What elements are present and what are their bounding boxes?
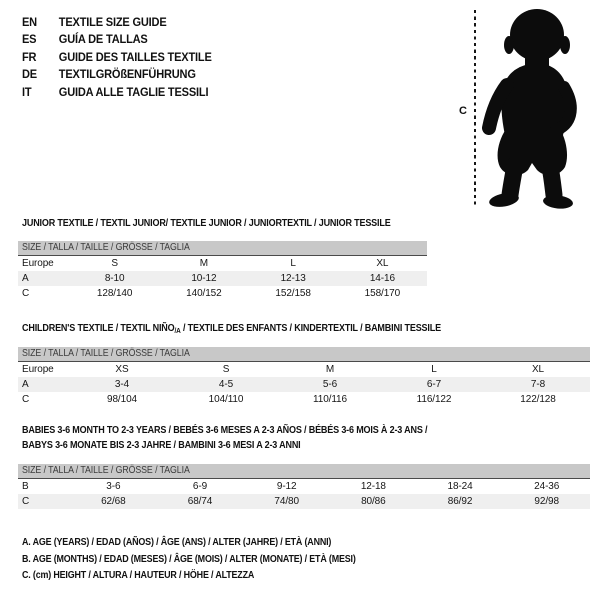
footnote-b: B. AGE (MONTHS) / EDAD (MESES) / ÂGE (MOIS) / ALTER (MONATE) / ETÀ (MESI) xyxy=(22,553,356,565)
table-cell: 128/140 xyxy=(96,288,133,299)
legend-row xyxy=(22,13,212,31)
children-size-table xyxy=(18,347,590,407)
table-cell: 140/152 xyxy=(186,288,222,299)
table-cell: M xyxy=(325,364,335,375)
table-cell: 122/128 xyxy=(520,394,556,405)
table-cell: 14-16 xyxy=(369,273,395,284)
table-cell: 3-4 xyxy=(114,379,130,390)
children-heading-sub: /A xyxy=(174,326,181,335)
junior-size-table xyxy=(18,241,427,301)
table-cell: 10-12 xyxy=(191,273,217,284)
table-cell: 6-7 xyxy=(426,379,442,390)
table-cell: 18-24 xyxy=(447,481,473,492)
junior-table-rows xyxy=(18,256,427,301)
size-header-label: SIZE / TALLA / TAILLE / GRÖSSE / TAGLIA xyxy=(22,242,190,253)
table-cell: XL xyxy=(376,258,389,269)
row-label: C xyxy=(22,496,30,507)
height-measure-dashed-line xyxy=(474,10,476,207)
row-label: Europe xyxy=(22,364,54,375)
row-label: B xyxy=(22,481,29,492)
legend-row xyxy=(22,31,212,49)
table-cell: XL xyxy=(531,364,545,375)
table-cell: S xyxy=(111,258,118,269)
table-row xyxy=(18,377,590,392)
size-header-bar xyxy=(18,241,427,256)
children-heading-pre: CHILDREN'S TEXTILE / TEXTIL NIÑO xyxy=(22,322,175,334)
legend-title: GUÍA DE TALLAS xyxy=(58,32,148,47)
legend-title: TEXTILGRÖßENFÜHRUNG xyxy=(58,67,196,82)
children-heading-post: / TEXTILE DES ENFANTS / KINDERTEXTIL / BAMBINI TESSILE xyxy=(180,322,441,334)
legend-row xyxy=(22,48,212,66)
row-label: Europe xyxy=(22,258,54,269)
table-row xyxy=(18,256,427,271)
table-cell: 8-10 xyxy=(104,273,125,284)
language-code: ES xyxy=(22,32,37,47)
table-cell: 68/74 xyxy=(187,496,213,507)
table-cell: 3-6 xyxy=(106,481,121,492)
table-cell: 9-12 xyxy=(276,481,297,492)
table-row xyxy=(18,286,427,301)
footnote-c: C. (cm) HEIGHT / ALTURA / HAUTEUR / HÖHE / ALTEZZA xyxy=(22,569,255,581)
table-row xyxy=(18,392,590,407)
language-code: IT xyxy=(22,84,32,99)
footnote-a: A. AGE (YEARS) / EDAD (AÑOS) / ÂGE (ANS) / ALTER (JAHRE) / ETÀ (ANNI) xyxy=(22,536,332,548)
table-cell: 152/158 xyxy=(275,288,311,299)
language-code: FR xyxy=(22,49,37,64)
table-cell: 6-9 xyxy=(192,481,208,492)
table-cell: 12-13 xyxy=(280,273,306,284)
babies-table-rows xyxy=(18,479,590,509)
legend-title: TEXTILE SIZE GUIDE xyxy=(58,14,167,29)
table-cell: L xyxy=(431,364,437,375)
size-header-bar xyxy=(18,347,590,362)
table-row xyxy=(18,494,590,509)
table-cell: M xyxy=(199,258,208,269)
language-code: DE xyxy=(22,67,37,82)
legend-row xyxy=(22,83,212,101)
language-legend xyxy=(22,13,212,101)
table-cell: S xyxy=(222,364,230,375)
children-section-heading xyxy=(22,321,441,338)
height-measure-label: C xyxy=(459,105,467,117)
table-cell: 5-6 xyxy=(322,379,338,390)
table-cell: 74/80 xyxy=(274,496,299,507)
table-row xyxy=(18,479,590,494)
table-cell: 62/68 xyxy=(101,496,126,507)
legend-title: GUIDA ALLE TAGLIE TESSILI xyxy=(58,84,209,99)
table-cell: 110/116 xyxy=(313,394,347,405)
table-cell: 104/110 xyxy=(208,394,244,405)
row-label: C xyxy=(22,394,30,405)
row-label: A xyxy=(22,273,29,284)
table-cell: 12-18 xyxy=(360,481,386,492)
row-label: C xyxy=(22,288,30,299)
table-cell: 158/170 xyxy=(364,288,401,299)
language-code: EN xyxy=(22,14,37,29)
legend-row xyxy=(22,66,212,84)
table-cell: 4-5 xyxy=(218,379,234,390)
table-cell: L xyxy=(290,258,296,269)
table-cell: 116/122 xyxy=(416,394,452,405)
table-row xyxy=(18,362,590,377)
table-cell: 92/98 xyxy=(534,496,559,507)
junior-section-heading: JUNIOR TEXTILE / TEXTIL JUNIOR/ TEXTILE JUNIOR / JUNIORTEXTIL / JUNIOR TESSILE xyxy=(22,217,391,229)
table-cell: 80/86 xyxy=(361,496,386,507)
table-row xyxy=(18,271,427,286)
size-header-label: SIZE / TALLA / TAILLE / GRÖSSE / TAGLIA xyxy=(22,348,190,359)
table-cell: 7-8 xyxy=(530,379,546,390)
row-label: A xyxy=(22,379,29,390)
babies-heading-line1: BABIES 3-6 MONTH TO 2-3 YEARS / BEBÉS 3-6 MESES A 2-3 AÑOS / BÉBÉS 3-6 MOIS À 2-3 ANS / xyxy=(22,424,428,436)
size-header-bar xyxy=(18,464,590,479)
babies-heading-line2: BABYS 3-6 MONATE BIS 2-3 JAHRE / BAMBINI 3-6 MESI A 2-3 ANNI xyxy=(22,439,301,451)
table-cell: 24-36 xyxy=(534,481,560,492)
size-header-label: SIZE / TALLA / TAILLE / GRÖSSE / TAGLIA xyxy=(22,465,190,476)
table-cell: XS xyxy=(115,364,129,375)
babies-size-table xyxy=(18,464,590,509)
table-cell: 98/104 xyxy=(107,394,137,405)
table-cell: 86/92 xyxy=(447,496,473,507)
babies-section-heading xyxy=(22,423,427,453)
children-table-rows xyxy=(18,362,590,407)
legend-title: GUIDE DES TAILLES TEXTILE xyxy=(58,49,212,64)
baby-silhouette-icon xyxy=(482,7,579,209)
